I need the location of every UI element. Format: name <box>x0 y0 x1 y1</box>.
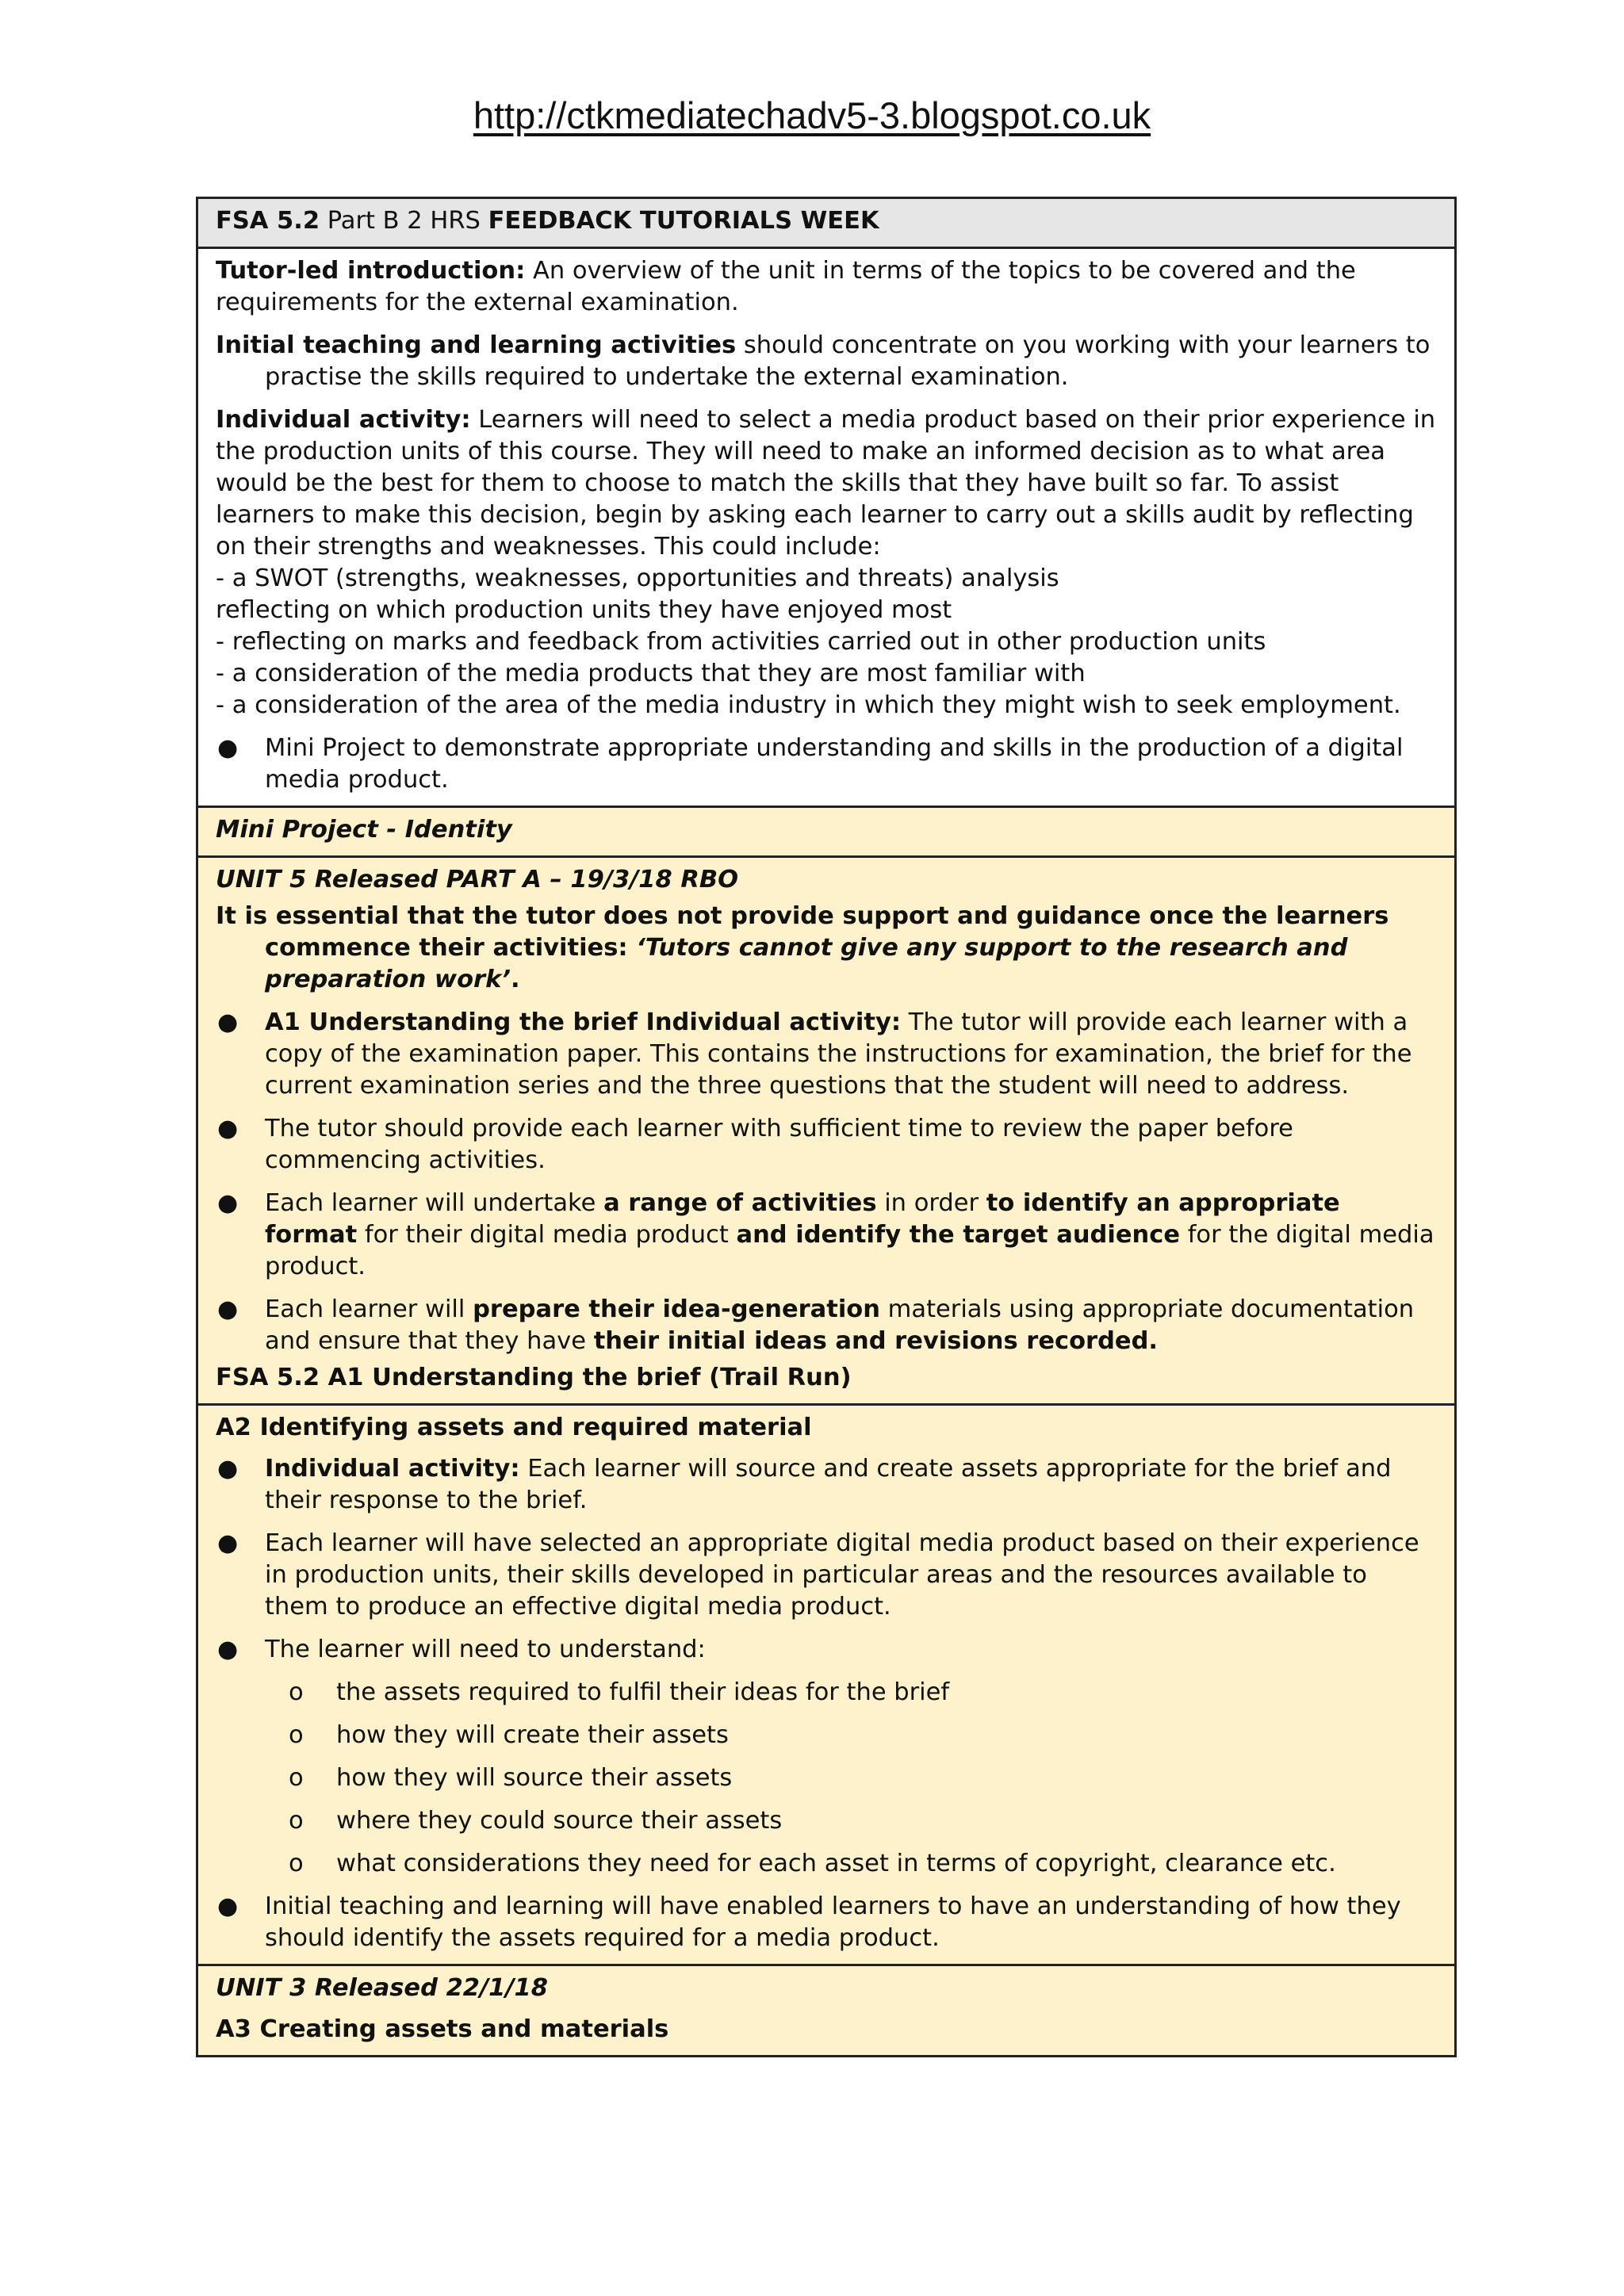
sub-text: how they will create their assets <box>336 1721 729 1749</box>
a2-title-line <box>216 1412 1437 1444</box>
a2-individual-text: Each learner will source and create assets appropriate for the brief and their response to the brief. <box>265 1455 1392 1514</box>
a2-individual-bullet <box>216 1453 1437 1517</box>
sub-text: where they could source their assets <box>336 1807 783 1835</box>
row-feedback-header-cell <box>197 198 1456 248</box>
bullet-icon: ● <box>217 734 239 762</box>
intro-paragraph <box>216 255 1437 319</box>
sub-list-item <box>216 1805 1437 1837</box>
fsa-code: FSA 5.2 <box>216 207 320 235</box>
activities-bullet <box>216 1188 1437 1283</box>
individual-paragraph <box>216 404 1437 563</box>
fsa-a1-footer-text: FSA 5.2 A1 Understanding the brief (Trail Run) <box>216 1364 852 1391</box>
plan-table <box>196 197 1457 2057</box>
sub-text: what considerations they need for each asset in terms of copyright, clearance etc. <box>336 1850 1336 1877</box>
idea-generation-bullet <box>216 1294 1437 1357</box>
bullet-icon: ● <box>217 1529 239 1557</box>
bullet-icon: ● <box>217 1455 239 1483</box>
row-title: FEEDBACK TUTORIALS WEEK <box>488 207 879 235</box>
a2-individual-label: Individual activity: <box>265 1455 520 1483</box>
bullet-icon: ● <box>217 1008 239 1036</box>
bullet-icon: ● <box>217 1189 239 1217</box>
a2-selection-bullet <box>216 1528 1437 1623</box>
row-unit3 <box>197 1965 1456 2057</box>
bullet-text: Mini Project to demonstrate appropriate understanding and skills in the production of a digital media product. <box>265 734 1404 794</box>
a3-title: A3 Creating assets and materials <box>216 2015 669 2043</box>
review-text: The tutor should provide each learner with sufficient time to review the paper before commencing activities. <box>265 1115 1293 1174</box>
row-mini-project-cell <box>197 807 1456 857</box>
bullet-icon: ● <box>217 1295 239 1323</box>
sub-list-item <box>216 1677 1437 1709</box>
a2-selection-text: Each learner will have selected an appropriate digital media product based on their experience in production units, their skills developed in particular areas and the resources available to them to produce an effective digital media product. <box>265 1529 1419 1621</box>
row-mini-project <box>197 807 1456 857</box>
a2-understand-bullet <box>216 1634 1437 1666</box>
activities-text-a: Each learner will undertake <box>265 1189 604 1217</box>
a2-title: A2 Identifying assets and required material <box>216 1414 812 1441</box>
activities-text-f: and identify the target audience <box>736 1221 1180 1249</box>
row-a2-cell <box>197 1405 1456 1965</box>
intro-text: An overview of the unit in terms of the topics to be covered and the requirements for the external examination. <box>216 257 1356 316</box>
circle-bullet-icon: o <box>289 1850 304 1877</box>
sub-text: how they will source their assets <box>336 1764 733 1792</box>
activities-text-g: for the digital media product. <box>265 1221 1434 1280</box>
intro-label: Tutor-led introduction: <box>216 257 526 285</box>
unit3-title-line <box>216 1973 1437 2004</box>
individual-label: Individual activity: <box>216 406 471 434</box>
sub-text: the assets required to fulfil their ideas for the brief <box>336 1678 950 1706</box>
review-bullet <box>216 1113 1437 1177</box>
essential-end: . <box>510 966 520 993</box>
row-unit5 <box>197 857 1456 1405</box>
a2-understand-text: The learner will need to understand: <box>265 1636 706 1663</box>
row-intro <box>197 248 1456 807</box>
sub-list-item <box>216 1720 1437 1751</box>
circle-bullet-icon: o <box>289 1678 304 1706</box>
list-item: - a consideration of the area of the media industry in which they might wish to seek employment. <box>216 691 1401 719</box>
a2-teaching-bullet <box>216 1891 1437 1954</box>
a2-teaching-text: Initial teaching and learning will have enabled learners to have an understanding of how they should identify the assets required for a media product. <box>265 1892 1401 1952</box>
idea-text-b: prepare their idea-generation <box>473 1295 880 1323</box>
sub-list-item <box>216 1762 1437 1794</box>
circle-bullet-icon: o <box>289 1721 304 1749</box>
header-url-link[interactable]: http://ctkmediatechadv5-3.blogspot.co.uk <box>473 94 1151 136</box>
initial-paragraph <box>216 330 1437 393</box>
unit3-title: UNIT 3 Released 22/1/18 <box>216 1974 548 2002</box>
essential-text: It is essential that the tutor does not provide support and guidance once the learners commence their activities: <box>216 902 1389 962</box>
row-intro-cell <box>197 248 1456 807</box>
individual-text: Learners will need to select a media product based on their prior experience in the production units of this course. They will need to make an informed decision as to what area would be the best for them to choose to match the skills that they have built so far. To assist learners to make this decision, begin by asking each learner to carry out a skills audit by reflecting on their strengths and weaknesses. This could include: <box>216 406 1436 561</box>
list-item: - a SWOT (strengths, weaknesses, opportunities and threats) analysis <box>216 564 1059 592</box>
a1-bullet <box>216 1007 1437 1102</box>
essential-paragraph <box>216 901 1437 996</box>
a1-text: The tutor will provide each learner with a copy of the examination paper. This contains the instructions for examination, the brief for the current examination series and the three questions that the student will need to address. <box>265 1008 1412 1100</box>
circle-bullet-icon: o <box>289 1807 304 1835</box>
bullet-icon: ● <box>217 1636 239 1663</box>
mini-project-bullet <box>216 733 1437 796</box>
list-item: - reflecting on marks and feedback from activities carried out in other production units <box>216 628 1266 656</box>
list-item: reflecting on which production units they have enjoyed most <box>216 596 952 624</box>
activities-text-b: a range of activities <box>603 1189 877 1217</box>
fsa-a1-footer <box>216 1362 1437 1394</box>
part-label: Part B 2 HRS <box>327 207 481 235</box>
activities-text-d: to identify an appropriate format <box>265 1189 1340 1249</box>
bullet-icon: ● <box>217 1892 239 1920</box>
sub-list-item <box>216 1848 1437 1880</box>
unit5-title-line <box>216 864 1437 896</box>
a3-title-line <box>216 2014 1437 2045</box>
unit5-title: UNIT 5 Released PART A – 19/3/18 RBO <box>216 866 739 894</box>
row-a2 <box>197 1405 1456 1965</box>
idea-text-a: Each learner will <box>265 1295 473 1323</box>
essential-quote: ‘Tutors cannot give any support to the research and preparation work’ <box>265 934 1348 993</box>
row-feedback-tutorials <box>197 198 1456 248</box>
mini-project-title: Mini Project - Identity <box>216 816 512 844</box>
a1-label: A1 Understanding the brief Individual activity: <box>265 1008 902 1036</box>
idea-text-d: their initial ideas and revisions recorded. <box>593 1327 1159 1355</box>
circle-bullet-icon: o <box>289 1764 304 1792</box>
initial-text: should concentrate on you working with your learners to practise the skills required to undertake the external examination. <box>265 331 1431 391</box>
initial-label: Initial teaching and learning activities <box>216 331 737 359</box>
row-unit3-cell <box>197 1965 1456 2057</box>
activities-text-e: for their digital media product <box>357 1221 737 1249</box>
idea-text-c: materials using appropriate documentation and ensure that they have <box>265 1295 1415 1355</box>
list-item: - a consideration of the media products that they are most familiar with <box>216 660 1086 687</box>
row-unit5-cell <box>197 857 1456 1405</box>
bullet-icon: ● <box>217 1115 239 1142</box>
activities-text-c: in order <box>876 1189 986 1217</box>
